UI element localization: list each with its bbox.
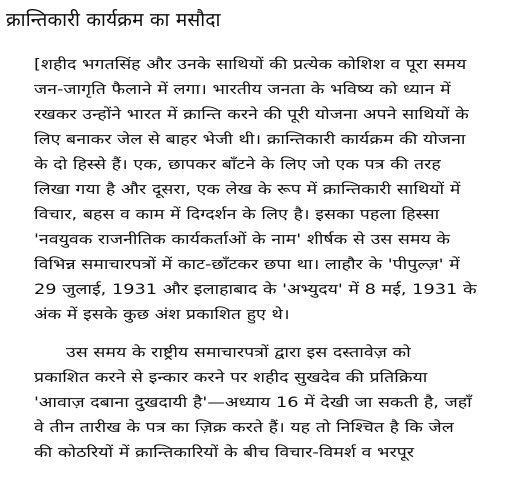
paragraph-line: प्रकाशित करने से इन्कार करने पर शहीद सुखदेव की प्रतिक्रिया bbox=[34, 370, 428, 386]
paragraph-line: अंक में इसके कुछ अंश प्रकाशित हुए थे। bbox=[34, 307, 290, 323]
paragraph-line: लिए बनाकर जेल से बाहर भेजी थी। क्रान्तिकारी कार्यक्रम की योजना bbox=[34, 132, 466, 148]
paragraph-line: विभिन्न समाचारपत्रों में काट-छाँटकर छपा था। लाहौर के 'पीपुल्ज़' में bbox=[34, 257, 460, 273]
paragraph-line: रखकर उन्होंने भारत में क्रान्ति करने की पूरी योजना अपने साथियों के bbox=[34, 107, 469, 123]
paragraph-line: 29 जुलाई, 1931 और इलाहाबाद के 'अभ्युदय' में 8 मई, 1931 के bbox=[34, 282, 477, 298]
paragraph-line: विचार, बहस व काम में दिग्दर्शन के लिए है। इसका पहला हिस्सा bbox=[34, 207, 440, 223]
paragraph-line: 'नवयुवक राजनीतिक कार्यकर्ताओं के नाम' शीर्षक से उस समय के bbox=[34, 232, 451, 248]
paragraph-line: वे तीन तारीख के पत्र का ज़िक्र करते हैं। यह तो निश्चित है कि जेल bbox=[34, 420, 454, 436]
paragraph-line: [शहीद भगतसिंह और उनके साथियों की प्रत्येक कोशिश व पूरा समय bbox=[34, 57, 467, 73]
paragraph-line: जन-जागृति फैलाने में लगा। भारतीय जनता के भविष्य को ध्यान में bbox=[34, 82, 451, 98]
paragraph-line: के दो हिस्से हैं। एक, छापकर बाँटने के लिए जो एक पत्र की तरह bbox=[34, 157, 441, 173]
paragraph-line: की कोठरियों में क्रान्तिकारियों के बीच विचार-विमर्श व भरपूर bbox=[34, 445, 415, 461]
document-heading: क्रान्तिकारी कार्यक्रम का मसौदा bbox=[6, 9, 221, 31]
paragraph-line: 'आवाज़ दबाना दुखदायी है'—अध्याय 16 में देखी जा सकती है, जहाँ bbox=[34, 395, 472, 411]
paragraph-line: उस समय के राष्ट्रीय समाचारपत्रों द्वारा इस दस्तावेज़ को bbox=[66, 345, 411, 361]
cut-off-next-line bbox=[220, 498, 390, 504]
paragraph-line: लिखा गया है और दूसरा, एक लेख के रूप में क्रान्तिकारी साथियों में bbox=[34, 182, 461, 198]
